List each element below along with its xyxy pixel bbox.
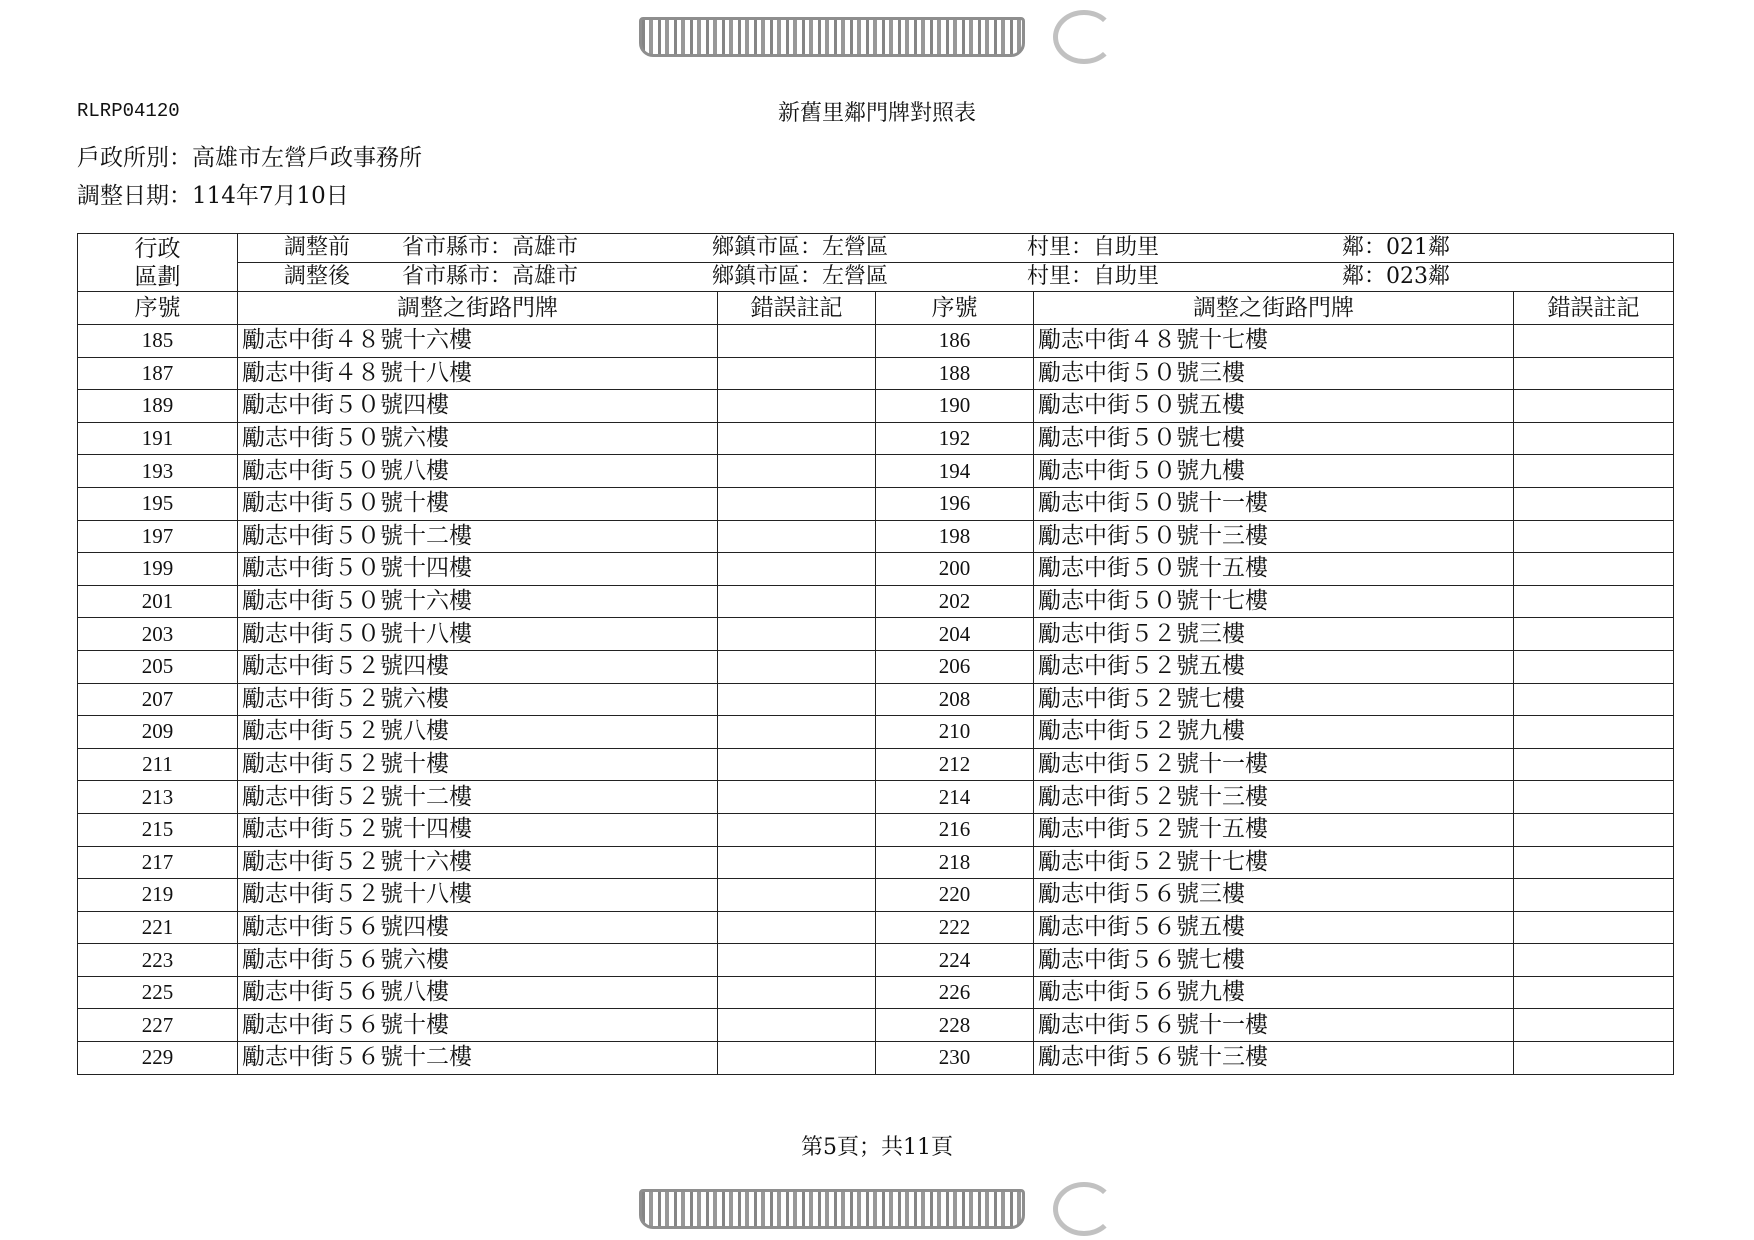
- seal-icon: [1053, 10, 1115, 64]
- error-note-right: [1514, 455, 1674, 488]
- table-row: [78, 487, 1674, 520]
- table-row: [78, 422, 1674, 455]
- address-left: 勵志中街４８號十八樓: [238, 357, 718, 390]
- table-row: [78, 325, 1674, 358]
- stamp-band-image: [639, 1189, 1025, 1229]
- error-note-right: [1514, 944, 1674, 977]
- seq-left: 209: [78, 716, 238, 749]
- error-note-right: [1514, 553, 1674, 586]
- address-left: 勵志中街５６號四樓: [238, 911, 718, 944]
- error-note-left: [718, 650, 876, 683]
- error-note-left: [718, 618, 876, 651]
- seq-left: 211: [78, 748, 238, 781]
- before-neighborhood: 鄰：021鄰: [1342, 235, 1450, 260]
- seq-right: 192: [876, 422, 1034, 455]
- address-left: 勵志中街５６號十樓: [238, 1009, 718, 1042]
- table-row: [78, 813, 1674, 846]
- seq-left: 221: [78, 911, 238, 944]
- admin-before-cell: [238, 234, 1674, 263]
- after-neighborhood: 鄰：023鄰: [1342, 264, 1450, 289]
- seq-left: 185: [78, 325, 238, 358]
- after-village: 村里：自助里: [1027, 264, 1160, 289]
- error-note-left: [718, 748, 876, 781]
- error-note-right: [1514, 487, 1674, 520]
- error-note-right: [1514, 716, 1674, 749]
- error-note-left: [718, 846, 876, 879]
- before-city: 省市縣市：高雄市: [402, 235, 579, 260]
- seq-left: 227: [78, 1009, 238, 1042]
- seq-right: 186: [876, 325, 1034, 358]
- table-row: [78, 553, 1674, 586]
- seq-left: 215: [78, 813, 238, 846]
- seq-left: 191: [78, 422, 238, 455]
- seq-left: 217: [78, 846, 238, 879]
- address-right: 勵志中街５２號三樓: [1034, 618, 1514, 651]
- address-right: 勵志中街５０號十一樓: [1034, 487, 1514, 520]
- address-right: 勵志中街５０號七樓: [1034, 422, 1514, 455]
- seq-right: 216: [876, 813, 1034, 846]
- date-line: 調整日期：114年7月10日: [77, 183, 349, 209]
- address-left: 勵志中街５６號八樓: [238, 976, 718, 1009]
- seq-right: 226: [876, 976, 1034, 1009]
- error-note-right: [1514, 911, 1674, 944]
- address-right: 勵志中街５６號五樓: [1034, 911, 1514, 944]
- seq-right: 220: [876, 879, 1034, 912]
- error-note-right: [1514, 748, 1674, 781]
- error-note-right: [1514, 683, 1674, 716]
- error-note-right: [1514, 781, 1674, 814]
- table-row: [78, 683, 1674, 716]
- seq-left: 197: [78, 520, 238, 553]
- seq-right: 230: [876, 1042, 1034, 1075]
- seq-right: 222: [876, 911, 1034, 944]
- table-row: [78, 650, 1674, 683]
- admin-after-cell: [238, 263, 1674, 292]
- error-note-left: [718, 553, 876, 586]
- error-note-left: [718, 911, 876, 944]
- address-right: 勵志中街５６號三樓: [1034, 879, 1514, 912]
- table-row: [78, 390, 1674, 423]
- error-note-left: [718, 716, 876, 749]
- col-addr-left: 調整之街路門牌: [238, 292, 718, 325]
- address-right: 勵志中街４８號十七樓: [1034, 325, 1514, 358]
- seq-left: 201: [78, 585, 238, 618]
- before-kind: 調整前: [284, 235, 351, 260]
- error-note-left: [718, 813, 876, 846]
- error-note-right: [1514, 520, 1674, 553]
- address-right: 勵志中街５６號十三樓: [1034, 1042, 1514, 1075]
- address-left: 勵志中街５０號十樓: [238, 487, 718, 520]
- error-note-left: [718, 976, 876, 1009]
- error-note-left: [718, 520, 876, 553]
- address-table: [77, 233, 1674, 1075]
- seq-right: 214: [876, 781, 1034, 814]
- address-right: 勵志中街５２號五樓: [1034, 650, 1514, 683]
- address-right: 勵志中街５０號十三樓: [1034, 520, 1514, 553]
- address-right: 勵志中街５２號十一樓: [1034, 748, 1514, 781]
- address-right: 勵志中街５６號十一樓: [1034, 1009, 1514, 1042]
- address-left: 勵志中街５２號十六樓: [238, 846, 718, 879]
- error-note-left: [718, 1009, 876, 1042]
- error-note-left: [718, 944, 876, 977]
- col-err-right: 錯誤註記: [1514, 292, 1674, 325]
- address-left: 勵志中街５６號六樓: [238, 944, 718, 977]
- address-right: 勵志中街５６號九樓: [1034, 976, 1514, 1009]
- error-note-right: [1514, 422, 1674, 455]
- error-note-right: [1514, 846, 1674, 879]
- error-note-right: [1514, 813, 1674, 846]
- error-note-left: [718, 1042, 876, 1075]
- after-town: 鄉鎮市區：左營區: [712, 264, 889, 289]
- error-note-right: [1514, 585, 1674, 618]
- error-note-left: [718, 390, 876, 423]
- address-right: 勵志中街５２號十五樓: [1034, 813, 1514, 846]
- address-left: 勵志中街４８號十六樓: [238, 325, 718, 358]
- error-note-left: [718, 585, 876, 618]
- error-note-left: [718, 357, 876, 390]
- table-row: [78, 1009, 1674, 1042]
- address-right: 勵志中街５２號九樓: [1034, 716, 1514, 749]
- address-right: 勵志中街５０號十五樓: [1034, 553, 1514, 586]
- table-row: [78, 911, 1674, 944]
- address-right: 勵志中街５０號三樓: [1034, 357, 1514, 390]
- stamp-band-image: [639, 17, 1025, 57]
- seq-right: 218: [876, 846, 1034, 879]
- col-seq-left: 序號: [78, 292, 238, 325]
- seq-left: 199: [78, 553, 238, 586]
- error-note-left: [718, 683, 876, 716]
- seq-right: 224: [876, 944, 1034, 977]
- column-header-row: [78, 292, 1674, 325]
- error-note-right: [1514, 879, 1674, 912]
- seq-right: 204: [876, 618, 1034, 651]
- address-left: 勵志中街５０號八樓: [238, 455, 718, 488]
- seq-left: 207: [78, 683, 238, 716]
- address-left: 勵志中街５０號六樓: [238, 422, 718, 455]
- seq-left: 229: [78, 1042, 238, 1075]
- seq-right: 228: [876, 1009, 1034, 1042]
- seq-right: 210: [876, 716, 1034, 749]
- table-row: [78, 846, 1674, 879]
- seq-right: 212: [876, 748, 1034, 781]
- seq-left: 205: [78, 650, 238, 683]
- error-note-right: [1514, 1042, 1674, 1075]
- address-right: 勵志中街５６號七樓: [1034, 944, 1514, 977]
- top-stamp: [639, 10, 1115, 64]
- address-left: 勵志中街５２號六樓: [238, 683, 718, 716]
- error-note-left: [718, 422, 876, 455]
- col-err-left: 錯誤註記: [718, 292, 876, 325]
- seq-right: 188: [876, 357, 1034, 390]
- error-note-left: [718, 487, 876, 520]
- seq-left: 189: [78, 390, 238, 423]
- office-line: 戶政所別：高雄市左營戶政事務所: [77, 145, 422, 171]
- error-note-right: [1514, 618, 1674, 651]
- address-right: 勵志中街５２號十七樓: [1034, 846, 1514, 879]
- address-left: 勵志中街５０號十六樓: [238, 585, 718, 618]
- table-row: [78, 944, 1674, 977]
- address-left: 勵志中街５２號四樓: [238, 650, 718, 683]
- address-left: 勵志中街５０號十四樓: [238, 553, 718, 586]
- address-left: 勵志中街５２號十樓: [238, 748, 718, 781]
- report-code: RLRP04120: [77, 100, 180, 122]
- error-note-right: [1514, 325, 1674, 358]
- seq-left: 187: [78, 357, 238, 390]
- address-right: 勵志中街５０號九樓: [1034, 455, 1514, 488]
- address-right: 勵志中街５０號十七樓: [1034, 585, 1514, 618]
- admin-label-line1: 行政: [134, 235, 181, 262]
- table-row: [78, 748, 1674, 781]
- before-village: 村里：自助里: [1027, 235, 1160, 260]
- seq-left: 195: [78, 487, 238, 520]
- seq-right: 202: [876, 585, 1034, 618]
- table-row: [78, 879, 1674, 912]
- seq-left: 225: [78, 976, 238, 1009]
- seq-right: 208: [876, 683, 1034, 716]
- address-right: 勵志中街５２號七樓: [1034, 683, 1514, 716]
- col-addr-right: 調整之街路門牌: [1034, 292, 1514, 325]
- page-title: 新舊里鄰門牌對照表: [777, 101, 976, 126]
- address-left: 勵志中街５０號十二樓: [238, 520, 718, 553]
- seq-left: 213: [78, 781, 238, 814]
- seq-right: 206: [876, 650, 1034, 683]
- before-town: 鄉鎮市區：左營區: [712, 235, 889, 260]
- error-note-right: [1514, 1009, 1674, 1042]
- address-left: 勵志中街５２號十八樓: [238, 879, 718, 912]
- seq-right: 190: [876, 390, 1034, 423]
- table-row: [78, 520, 1674, 553]
- seq-left: 203: [78, 618, 238, 651]
- seq-left: 223: [78, 944, 238, 977]
- col-seq-right: 序號: [876, 292, 1034, 325]
- error-note-right: [1514, 390, 1674, 423]
- seq-left: 219: [78, 879, 238, 912]
- error-note-right: [1514, 650, 1674, 683]
- header-before-row: [78, 234, 1674, 263]
- table-row: [78, 716, 1674, 749]
- table-row: [78, 357, 1674, 390]
- after-kind: 調整後: [284, 264, 351, 289]
- table-row: [78, 781, 1674, 814]
- address-left: 勵志中街５２號十四樓: [238, 813, 718, 846]
- address-left: 勵志中街５０號四樓: [238, 390, 718, 423]
- address-left: 勵志中街５６號十二樓: [238, 1042, 718, 1075]
- seq-left: 193: [78, 455, 238, 488]
- table-row: [78, 1042, 1674, 1075]
- table-row: [78, 455, 1674, 488]
- error-note-right: [1514, 976, 1674, 1009]
- seq-right: 194: [876, 455, 1034, 488]
- address-left: 勵志中街５２號十二樓: [238, 781, 718, 814]
- error-note-left: [718, 455, 876, 488]
- admin-label-line2: 區劃: [134, 263, 181, 290]
- table-row: [78, 618, 1674, 651]
- header-after-row: [78, 263, 1674, 292]
- seq-right: 196: [876, 487, 1034, 520]
- page-number: 第5頁；共11頁: [801, 1135, 953, 1160]
- error-note-left: [718, 781, 876, 814]
- address-left: 勵志中街５２號八樓: [238, 716, 718, 749]
- table-row: [78, 976, 1674, 1009]
- seq-right: 200: [876, 553, 1034, 586]
- address-left: 勵志中街５０號十八樓: [238, 618, 718, 651]
- seal-icon: [1053, 1182, 1115, 1236]
- address-right: 勵志中街５２號十三樓: [1034, 781, 1514, 814]
- admin-label-cell: [78, 234, 238, 292]
- error-note-left: [718, 879, 876, 912]
- address-right: 勵志中街５０號五樓: [1034, 390, 1514, 423]
- error-note-right: [1514, 357, 1674, 390]
- after-city: 省市縣市：高雄市: [402, 264, 579, 289]
- bottom-stamp: [639, 1182, 1115, 1236]
- table-row: [78, 585, 1674, 618]
- seq-right: 198: [876, 520, 1034, 553]
- error-note-left: [718, 325, 876, 358]
